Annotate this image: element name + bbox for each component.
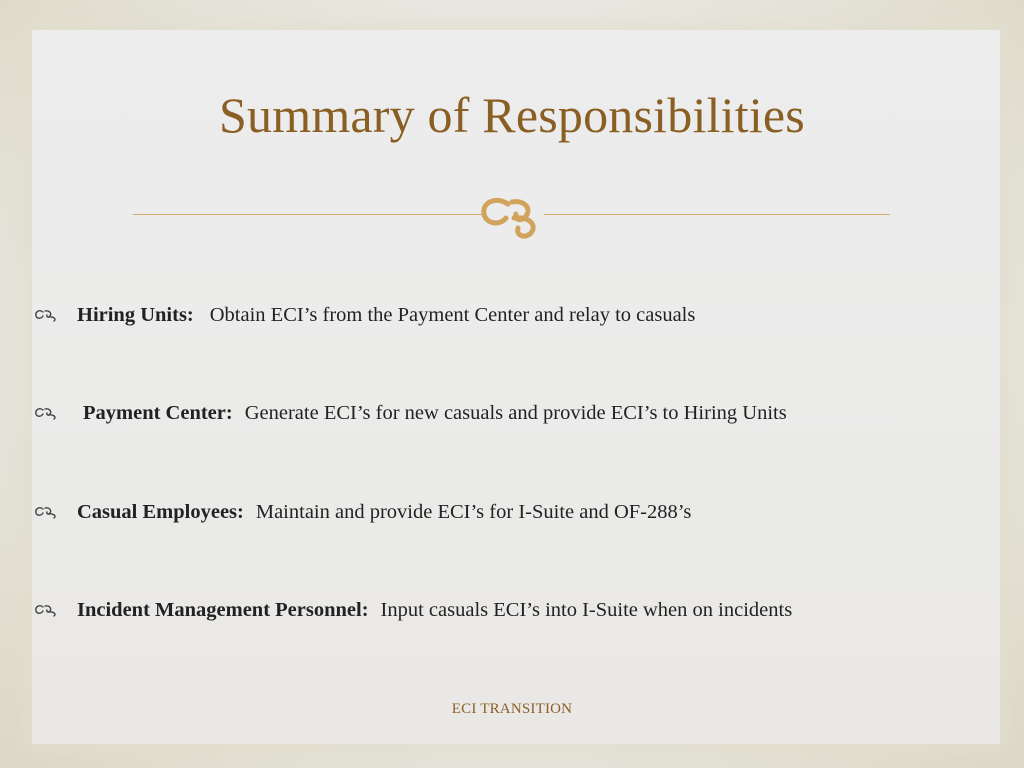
bullet-term: Payment Center: xyxy=(83,401,233,424)
flourish-ornament-icon xyxy=(478,192,546,240)
bullet-description: Generate ECI’s for new casuals and provide ECI’s to Hiring Units xyxy=(244,401,787,424)
bullet-incident-management-personnel xyxy=(34,594,792,626)
flourish-bullet-icon xyxy=(34,505,60,519)
title-divider-right xyxy=(544,214,890,215)
bullet-term: Hiring Units: xyxy=(77,303,194,326)
title-divider-left xyxy=(133,214,483,215)
bullet-description: Obtain ECI’s from the Payment Center and relay to casuals xyxy=(209,303,696,326)
bullet-description: Maintain and provide ECI’s for I-Suite and OF-288’s xyxy=(255,500,692,523)
bullet-payment-center xyxy=(34,397,787,429)
bullet-casual-employees xyxy=(34,496,691,528)
slide-footer: ECI TRANSITION xyxy=(451,701,573,717)
slide-title: Summary of Responsibilities xyxy=(219,87,805,143)
flourish-bullet-icon xyxy=(34,308,60,322)
bullet-hiring-units xyxy=(34,299,695,331)
bullet-description: Input casuals ECI’s into I-Suite when on incidents xyxy=(380,598,793,621)
bullet-term: Incident Management Personnel: xyxy=(77,598,369,621)
flourish-bullet-icon xyxy=(34,603,60,617)
bullet-term: Casual Employees: xyxy=(77,500,244,523)
flourish-bullet-icon xyxy=(34,406,60,420)
